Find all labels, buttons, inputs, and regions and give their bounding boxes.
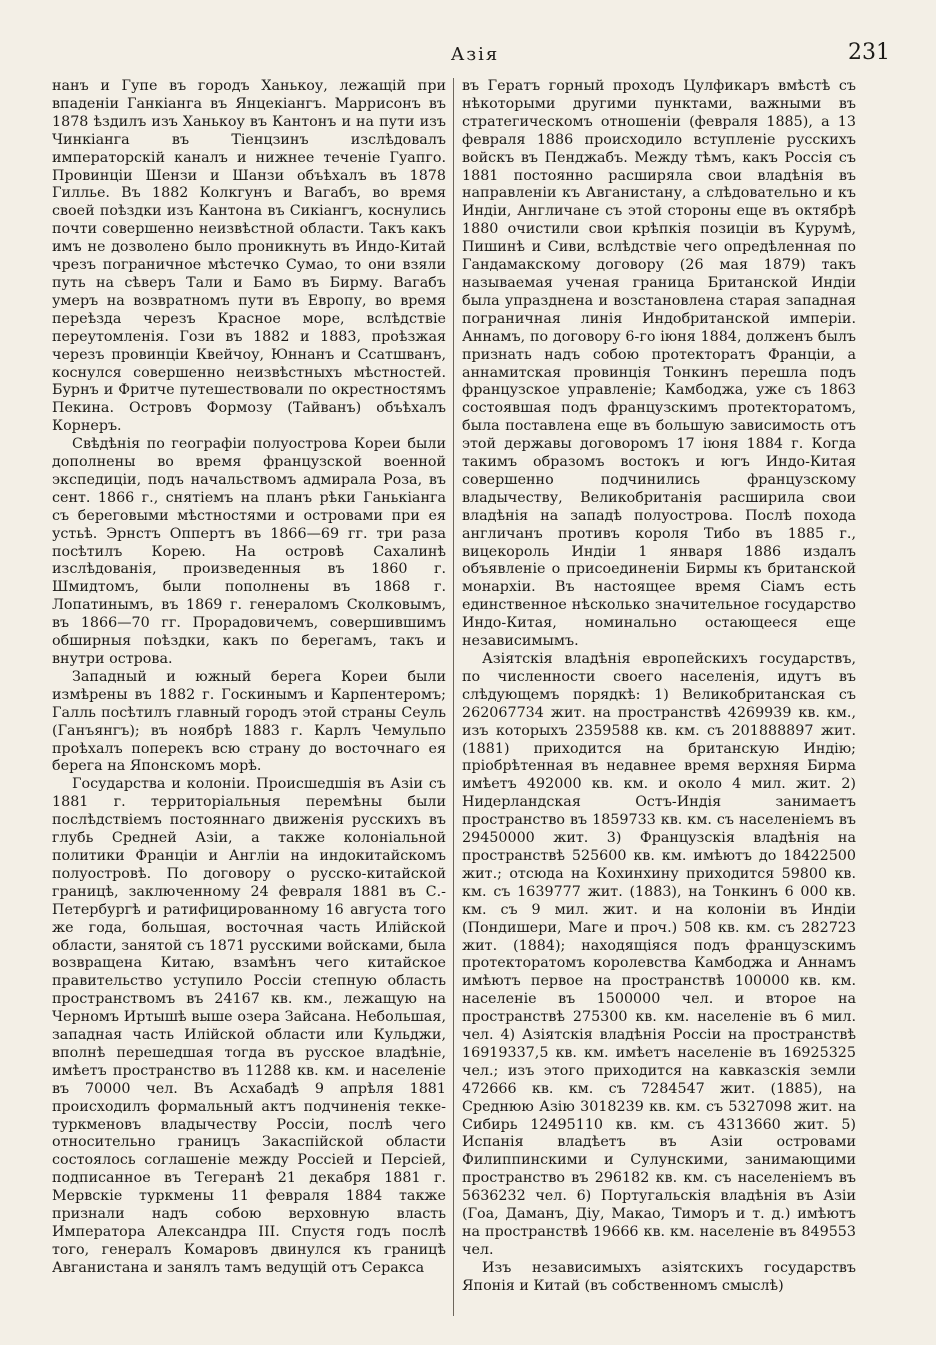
paragraph: Азіятскія владѣнія европейскихъ государствъ, по численности своего населенія, идутъ въ слѣдующемъ порядкѣ: 1) Великобританская съ 262067734 жит. на пространствѣ 4269939 кв. км., изъ которыхъ 2359588 кв. км. съ 201888897 жит. (1881) приходится на британскую Индію; пріобрѣтенная въ недавнее время верхняя Бирма имѣетъ 492000 кв. км. и около 4 мил. жит. 2) Нидерландская Остъ-Индія занимаетъ пространство въ 1859733 кв. км. съ населеніемъ въ 29450000 жит. 3) Французскія владѣнія на пространствѣ 525600 кв. км. имѣютъ до 18422500 жит.; отсюда на Кохинхину приходится 59800 кв. км. съ 1639777 жит. (1883), на Тонкинъ 6 000 кв. км. съ 9 мил. жит. и на колоніи въ Индіи (Пондишери, Маге и проч.) 508 кв. км. съ 282723 жит. (1884); находящіяся подъ французскимъ протекторатомъ королевства Камбоджа и Аннамъ имѣютъ первое на пространствѣ 100000 кв. км. населеніе въ 1500000 чел. и второе на пространствѣ 275300 кв. км. населеніе въ 6 мил. чел. 4) Азіятскія владѣнія Россіи на пространствѣ 16919337,5 кв. км. имѣетъ населеніе въ 16925325 чел.; изъ этого приходится на кавказскія земли 472666 кв. км. съ 7284547 жит. (1885), на Среднюю Азію 3018239 кв. км. съ 5327098 жит. на Сибирь 12495110 кв. км. съ 4313660 жит. 5) Испанія владѣетъ въ Азіи островами Филиппинскими и Сулунскими, занимающими пространство въ 296182 кв. км. съ населеніемъ въ 5636232 чел. 6) Португальскія владѣнія въ Азіи (Гоа, Даманъ, Діу, Макао, Тиморъ и т. д.) имѣютъ на пространствѣ 19666 кв. км. населеніе въ 849553 чел. — [462, 651, 856, 1258]
page-number: 231 — [848, 40, 890, 65]
paragraph: Изъ независимыхъ азіятскихъ государствъ Японія и Китай (въ собственномъ смыслѣ) — [462, 1259, 856, 1294]
column-divider — [453, 78, 454, 1316]
paragraph: Западный и южный берега Кореи были измѣрены въ 1882 г. Госкинымъ и Карпентеромъ; Галль посѣтилъ главный городъ этой страны Сеуль (Ганъянгъ); въ ноябрѣ 1883 г. Карлъ Чемульпо проѣхалъ поперекъ всю страну до восточнаго ея берега на Японскомъ морѣ. — [52, 668, 446, 775]
right-column — [462, 78, 856, 1318]
text-columns — [52, 78, 894, 1318]
paragraph: Государства и колоніи. Происшедшія въ Азіи съ 1881 г. территоріальныя перемѣны были послѣдствіемъ постояннаго движенія русскихъ въ глубь Средней Азіи, а также колоніальной политики Франціи и Англіи на индокитайскомъ полуостровѣ. По договору о русско-китайской границѣ, заключенному 24 февраля 1881 въ С.-Петербургѣ и ратифицированному 16 августа того же года, большая, восточная часть Илійской области, занятой съ 1871 русскими войсками, была возвращена Китаю, взамѣнъ чего китайское правительство уступило Россіи степную область пространствомъ въ 24167 кв. км., лежащую на Черномъ Иртышѣ выше озера Зайсана. Небольшая, западная часть Илійской области или Кульджи, вполнѣ перешедшая тогда въ русское владѣніе, имѣетъ пространство въ 11288 кв. км. и населеніе въ 70000 чел. Въ Асхабадѣ 9 апрѣля 1881 происходилъ формальный актъ подчиненія текке-туркменовъ владычеству Россіи, послѣ чего относительно границъ Закаспійской области состоялось соглашеніе между Россіей и Персіей, подписанное въ Тегеранѣ 21 декабря 1881 г. Мервскіе туркмены 11 февраля 1884 также признали надъ собою верховную власть Императора Александра III. Спустя годъ послѣ того, генералъ Комаровъ двинулся къ границѣ Авганистана и занялъ тамъ ведущій отъ Серакса — [52, 776, 446, 1276]
paragraph: въ Гератъ горный проходъ Цулфикаръ вмѣстѣ съ нѣкоторыми другими пунктами, важными въ стратегическомъ отношеніи (февраля 1885), а 13 февраля 1886 происходило вступленіе русскихъ войскъ въ Пенджабъ. Между тѣмъ, какъ Россія съ 1881 постоянно расширяла свои владѣнія въ направленіи къ Авганистану, а слѣдовательно и къ Индіи, Англичане съ этой стороны еще въ октябрѣ 1880 очистили свои крѣпкія позиціи въ Курумѣ, Пишинѣ и Сиви, вслѣдствіе чего опредѣленная по Гандамакскому договору (26 мая 1879) такъ называемая ученая граница Британской Индіи была упразднена и возстановлена старая западная пограничная линія Индобританской имперіи. Аннамъ, по договору 6-го іюня 1884, долженъ былъ признать надъ собою протекторатъ Франціи, а аннамитская провинція Тонкинъ перешла подъ французское управленіе; Камбоджа, уже съ 1863 состоявшая подъ французскимъ протекторатомъ, была поставлена еще въ большую зависимость отъ этой державы договоромъ 17 іюня 1884 г. Когда такимъ образомъ востокъ и югъ Индо-Китая совершенно подчинились французскому владычеству, Великобританія расширила свои владѣнія на западѣ полуострова. Послѣ похода англичанъ противъ короля Тибо въ 1885 г., вицекороль Индіи 1 января 1886 издалъ объявленіе о присоединеніи Бирмы къ британской монархіи. Въ настоящее время Сіамъ есть единственное нѣсколько значительное государство Индо-Китая, номинально остающееся еще независимымъ. — [462, 78, 856, 650]
paragraph: Свѣдѣнія по географіи полуострова Кореи были дополнены во время французской военной экспедиціи, подъ начальствомъ адмирала Роза, въ сент. 1866 г., снятіемъ на планъ рѣки Ганькіанга съ береговыми мѣстностями и островами при ея устьѣ. Эрнстъ Оппертъ въ 1866—69 гг. три раза посѣтилъ Корею. На островѣ Сахалинѣ изслѣдованія, произведенныя въ 1860 г. Шмидтомъ, были пополнены въ 1868 г. Лопатинымъ, въ 1869 г. генераломъ Сколковымъ, въ 1866—70 гг. Прорадовичемъ, совершившимъ обширныя поѣздки, какъ по берегамъ, такъ и внутри острова. — [52, 436, 446, 667]
paragraph: нанъ и Гупе въ городъ Ханькоу, лежащій при впаденіи Ганкіанга въ Янцекіангъ. Маррисонъ въ 1878 ѣздилъ изъ Ханькоу въ Кантонъ и на пути изъ Чинкіанга въ Тіенцзинъ изслѣдовалъ императорскій каналъ и нижнее теченіе Гуапго. Провинціи Шензи и Шанзи объѣхалъ въ 1878 Гиллье. Въ 1882 Колкгунъ и Вагабъ, во время своей поѣздки изъ Кантона въ Сикіангъ, коснулись почти совершенно неизвѣстной области. Такъ какъ имъ не дозволено было проникнуть въ Индо-Китай чрезъ пограничное мѣстечко Сумао, то они взяли путь на сѣверъ Тали и Бамо въ Бирму. Вагабъ умеръ на возвратномъ пути въ Европу, во время переѣзда черезъ Красное море, вслѣдствіе переутомленія. Гози въ 1882 и 1883, проѣзжая черезъ провинціи Квейчоу, Юннанъ и Сcатшванъ, коснулся совершенно неизвѣстныхъ мѣстностей. Бурнъ и Фритче путешествовали по окрестностямъ Пекина. Островъ Формозу (Тайванъ) объѣхалъ Корнеръ. — [52, 78, 446, 435]
running-title: Азія — [450, 44, 500, 65]
page-header — [60, 40, 890, 70]
left-column — [52, 78, 446, 1318]
